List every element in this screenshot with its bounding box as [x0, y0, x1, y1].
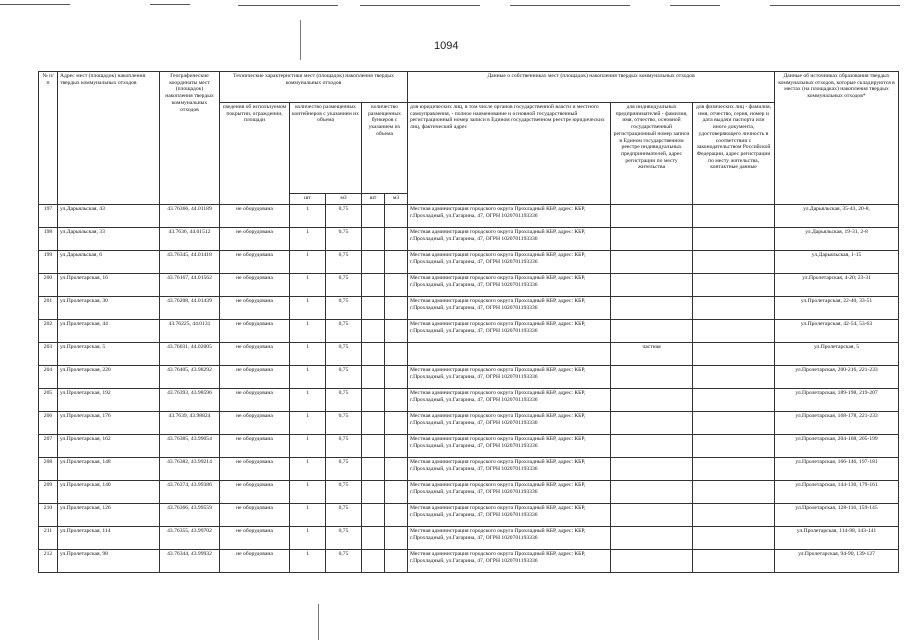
row-container-volume: 0,75 [326, 251, 362, 274]
registry-table [38, 71, 899, 573]
table-row [39, 366, 899, 389]
row-address: ул.Пролетарская, 140 [58, 481, 160, 504]
row-container-volume: 0,75 [326, 343, 362, 366]
row-owner-phys [693, 550, 775, 573]
row-container-volume: 0,75 [326, 504, 362, 527]
row-sources: ул.Дарьяльская, 1-15 [775, 251, 899, 274]
row-owner-ip [611, 550, 693, 573]
table-row [39, 343, 899, 366]
row-owner-phys [693, 412, 775, 435]
row-container-volume: 0,75 [326, 205, 362, 228]
row-container-volume: 0,75 [326, 458, 362, 481]
header-unit-pcs: шт [290, 194, 326, 205]
row-bunker-volume [385, 435, 408, 458]
row-address: ул.Пролетарская, 220 [58, 366, 160, 389]
row-owner-legal: Местная администрация городского округа Прохладный КБР, адрес: КБР, г.Прохладный, ул.Гагарина, 47, ОГРН 1020701193336 [408, 504, 611, 527]
row-container-volume: 0,75 [326, 435, 362, 458]
row-coords: 43.76382, 43.99214 [160, 458, 220, 481]
row-container-volume: 0,75 [326, 320, 362, 343]
scan-line [360, 5, 480, 6]
row-bunker-volume [385, 274, 408, 297]
row-address: ул.Пролетарская, 114 [58, 527, 160, 550]
table-row [39, 320, 899, 343]
row-address: ул.Пролетарская, 192 [58, 389, 160, 412]
row-bunker-qty [362, 389, 385, 412]
row-bunker-qty [362, 251, 385, 274]
row-owner-phys [693, 504, 775, 527]
row-owner-ip [611, 320, 693, 343]
row-surface: не оборудована [220, 320, 290, 343]
header-coords: Географические координаты мест (площадок) накопления твердых коммунальных отходов [160, 72, 220, 205]
row-surface: не оборудована [220, 504, 290, 527]
header-unit-m3: м3 [326, 194, 362, 205]
row-owner-legal: Местная администрация городского округа Прохладный КБР, адрес: КБР, г.Прохладный, ул.Гагарина, 47, ОГРН 1020701193336 [408, 297, 611, 320]
header-tech: Технические характеристики мест (площадок) накопления твердых коммунальных отходов [220, 72, 408, 103]
row-owner-ip [611, 274, 693, 297]
row-num: 206 [39, 412, 58, 435]
row-surface: не оборудована [220, 297, 290, 320]
table-row [39, 504, 899, 527]
row-bunker-qty [362, 458, 385, 481]
row-surface: не оборудована [220, 389, 290, 412]
row-owner-ip [611, 366, 693, 389]
row-owner-legal: Местная администрация городского округа Прохладный КБР, адрес: КБР, г.Прохладный, ул.Гагарина, 47, ОГРН 1020701193336 [408, 412, 611, 435]
row-num: 203 [39, 343, 58, 366]
row-sources: ул.Дарьяльская, 35-43, 20-8, [775, 205, 899, 228]
row-bunker-qty [362, 320, 385, 343]
row-owner-ip [611, 389, 693, 412]
row-coords: 43.76385, 43.99054 [160, 435, 220, 458]
row-surface: не оборудована [220, 205, 290, 228]
row-sources: ул.Дарьяльская, 19-31, 2-8 [775, 228, 899, 251]
row-bunker-qty [362, 481, 385, 504]
row-container-qty: 1 [290, 389, 326, 412]
table-row [39, 228, 899, 251]
header-unit-pcs: шт [362, 194, 385, 205]
header-ip: для индивидуальных предпринимателей - фамилия, имя, отчество, основной государственный регистрационный номер записи в Едином государственном реестре индивидуальных предпринимателей, адрес регистрации по месту жительства [611, 103, 693, 205]
header-sources: Данные об источниках образования твердых коммунальных отходов, которые складируются в местах (на площадках) накопления твердых коммунальных отходов* [775, 72, 899, 205]
row-sources: ул.Пролетарская, 200-216, 221-233 [775, 366, 899, 389]
scan-line [238, 5, 338, 6]
row-address: ул.Дарьяльская, 43 [58, 205, 160, 228]
row-bunker-volume [385, 251, 408, 274]
row-surface: не оборудована [220, 412, 290, 435]
header-containers: количество размещенных контейнеров с указанием их объема [290, 103, 362, 194]
row-owner-ip [611, 251, 693, 274]
row-owner-ip [611, 435, 693, 458]
row-owner-ip [611, 205, 693, 228]
header-num: № п/п [39, 72, 58, 205]
row-owner-legal: Местная администрация городского округа Прохладный КБР, адрес: КБР, г.Прохладный, ул.Гагарина, 47, ОГРН 1020701193336 [408, 205, 611, 228]
row-coords: 43.76208, 44.01439 [160, 297, 220, 320]
row-address: ул.Пролетарская, 30 [58, 297, 160, 320]
header-address: Адрес мест (площадок) накопления твердых коммунальных отходов [58, 72, 160, 205]
row-owner-phys [693, 205, 775, 228]
row-address: ул.Дарьяльская, 33 [58, 228, 160, 251]
row-address: ул.Пролетарская, 148 [58, 458, 160, 481]
row-sources: ул.Пролетарская, 128-116, 159-145 [775, 504, 899, 527]
scan-line [770, 5, 900, 6]
row-num: 211 [39, 527, 58, 550]
header-bunkers: количество размещенных бункеров с указанием их объема [362, 103, 408, 194]
row-owner-legal: Местная администрация городского округа Прохладный КБР, адрес: КБР, г.Прохладный, ул.Гагарина, 47, ОГРН 1020701193336 [408, 366, 611, 389]
row-coords: 43.76366, 44.01189 [160, 205, 220, 228]
row-address: ул.Пролетарская, 16 [58, 274, 160, 297]
table-row [39, 205, 899, 228]
row-owner-ip: частная [611, 343, 693, 366]
row-bunker-qty [362, 228, 385, 251]
row-num: 197 [39, 205, 58, 228]
row-bunker-qty [362, 527, 385, 550]
row-container-volume: 0,75 [326, 389, 362, 412]
row-owner-legal: Местная администрация городского округа Прохладный КБР, адрес: КБР, г.Прохладный, ул.Гагарина, 47, ОГРН 1020701193336 [408, 481, 611, 504]
row-owner-phys [693, 343, 775, 366]
row-address: ул.Пролетарская, 176 [58, 412, 160, 435]
row-container-volume: 0,75 [326, 366, 362, 389]
row-bunker-qty [362, 435, 385, 458]
row-coords: 43.76355, 43.99702 [160, 527, 220, 550]
row-num: 205 [39, 389, 58, 412]
row-owner-legal: Местная администрация городского округа Прохладный КБР, адрес: КБР, г.Прохладный, ул.Гагарина, 47, ОГРН 1020701193336 [408, 435, 611, 458]
scan-line [0, 4, 70, 5]
row-container-volume: 0,75 [326, 297, 362, 320]
row-coords: 43.76366, 43.99559 [160, 504, 220, 527]
row-surface: не оборудована [220, 527, 290, 550]
row-surface: не оборудована [220, 251, 290, 274]
table-row [39, 527, 899, 550]
row-container-qty: 1 [290, 458, 326, 481]
scan-line [670, 5, 720, 6]
scan-mark [300, 20, 301, 60]
row-owner-phys [693, 389, 775, 412]
row-container-qty: 1 [290, 205, 326, 228]
table-row [39, 389, 899, 412]
header-owners: Данные о собственниках мест (площадок) накопления твердых коммунальных отходов [408, 72, 775, 103]
row-bunker-volume [385, 527, 408, 550]
row-address: ул.Пролетарская, 162 [58, 435, 160, 458]
row-sources: ул.Пролетарская, 4-20; 23-31 [775, 274, 899, 297]
row-owner-legal: Местная администрация городского округа Прохладный КБР, адрес: КБР, г.Прохладный, ул.Гагарина, 47, ОГРН 1020701193336 [408, 550, 611, 573]
row-owner-legal: Местная администрация городского округа Прохладный КБР, адрес: КБР, г.Прохладный, ул.Гагарина, 47, ОГРН 1020701193336 [408, 458, 611, 481]
row-container-qty: 1 [290, 366, 326, 389]
row-owner-phys [693, 481, 775, 504]
row-owner-legal [408, 343, 611, 366]
row-bunker-qty [362, 366, 385, 389]
row-owner-phys [693, 251, 775, 274]
row-bunker-qty [362, 274, 385, 297]
row-surface: не оборудована [220, 435, 290, 458]
row-container-qty: 1 [290, 504, 326, 527]
row-bunker-volume [385, 366, 408, 389]
scan-line [510, 5, 630, 6]
table-row [39, 435, 899, 458]
row-container-qty: 1 [290, 297, 326, 320]
row-owner-ip [611, 481, 693, 504]
row-surface: не оборудована [220, 228, 290, 251]
scan-mark [318, 604, 319, 640]
row-container-qty: 1 [290, 412, 326, 435]
row-coords: 43.76344, 43.99932 [160, 550, 220, 573]
header-unit-m3: м3 [385, 194, 408, 205]
table-row [39, 412, 899, 435]
row-sources: ул.Пролетарская, 189-198, 219-207 [775, 389, 899, 412]
row-owner-phys [693, 228, 775, 251]
row-bunker-volume [385, 504, 408, 527]
row-bunker-volume [385, 412, 408, 435]
row-num: 210 [39, 504, 58, 527]
row-owner-ip [611, 458, 693, 481]
row-coords: 43.7639, 43.98824 [160, 412, 220, 435]
row-owner-phys [693, 320, 775, 343]
row-num: 209 [39, 481, 58, 504]
row-coords: 43.76225, 44.0131 [160, 320, 220, 343]
header-phys: для физических лиц - фамилия, имя, отчество, серия, номер и дата выдачи паспорта или иного документа, удостоверяющего личность в соответствии с законодательством Российской Федерации, адрес регистрации по месту жительства, контактные данные [693, 103, 775, 205]
row-owner-phys [693, 458, 775, 481]
row-bunker-qty [362, 412, 385, 435]
row-owner-legal: Местная администрация городского округа Прохладный КБР, адрес: КБР, г.Прохладный, ул.Гагарина, 47, ОГРН 1020701193336 [408, 228, 611, 251]
table-row [39, 550, 899, 573]
row-container-qty: 1 [290, 343, 326, 366]
table-row [39, 481, 899, 504]
scan-line [150, 4, 190, 5]
row-sources: ул.Пролетарская, 22-40, 33-51 [775, 297, 899, 320]
row-bunker-volume [385, 481, 408, 504]
row-address: ул.Пролетарская, 126 [58, 504, 160, 527]
row-coords: 43.76031, 44.02005 [160, 343, 220, 366]
row-owner-legal: Местная администрация городского округа Прохладный КБР, адрес: КБР, г.Прохладный, ул.Гагарина, 47, ОГРН 1020701193336 [408, 274, 611, 297]
row-surface: не оборудована [220, 481, 290, 504]
row-bunker-volume [385, 228, 408, 251]
row-owner-ip [611, 297, 693, 320]
row-bunker-volume [385, 389, 408, 412]
table-row [39, 458, 899, 481]
row-address: ул.Пролетарская, 44 [58, 320, 160, 343]
row-container-qty: 1 [290, 435, 326, 458]
row-bunker-volume [385, 343, 408, 366]
row-coords: 43.76167, 44.01562 [160, 274, 220, 297]
row-bunker-volume [385, 550, 408, 573]
row-bunker-qty [362, 297, 385, 320]
row-owner-ip [611, 412, 693, 435]
row-owner-legal: Местная администрация городского округа Прохладный КБР, адрес: КБР, г.Прохладный, ул.Гагарина, 47, ОГРН 1020701193336 [408, 527, 611, 550]
row-surface: не оборудована [220, 458, 290, 481]
row-owner-phys [693, 274, 775, 297]
row-bunker-qty [362, 205, 385, 228]
page-number: 1094 [434, 40, 459, 52]
row-sources: ул.Пролетарская, 168-178, 221-233 [775, 412, 899, 435]
row-bunker-volume [385, 458, 408, 481]
row-coords: 43.76345, 44.01418 [160, 251, 220, 274]
row-num: 208 [39, 458, 58, 481]
row-owner-legal: Местная администрация городского округа Прохладный КБР, адрес: КБР, г.Прохладный, ул.Гагарина, 47, ОГРН 1020701193336 [408, 251, 611, 274]
row-sources: ул.Пролетарская, 144-130, 179-161 [775, 481, 899, 504]
row-owner-legal: Местная администрация городского округа Прохладный КБР, адрес: КБР, г.Прохладный, ул.Гагарина, 47, ОГРН 1020701193336 [408, 320, 611, 343]
row-coords: 43.76393, 43.98596 [160, 389, 220, 412]
row-sources: ул.Пролетарская, 166-146, 197-181 [775, 458, 899, 481]
row-num: 198 [39, 228, 58, 251]
row-owner-phys [693, 527, 775, 550]
row-num: 199 [39, 251, 58, 274]
row-num: 207 [39, 435, 58, 458]
row-container-qty: 1 [290, 228, 326, 251]
row-container-qty: 1 [290, 527, 326, 550]
row-container-volume: 0,75 [326, 481, 362, 504]
row-address: ул.Пролетарская, 98 [58, 550, 160, 573]
row-surface: не оборудована [220, 274, 290, 297]
table-row [39, 274, 899, 297]
row-container-volume: 0,75 [326, 274, 362, 297]
row-container-qty: 1 [290, 550, 326, 573]
header-surface: сведения об используемом покрытии, ограждении, площади [220, 103, 290, 205]
row-sources: ул.Пролетарская, 114-98, 143-141 [775, 527, 899, 550]
header-legal: для юридических лиц, в том числе органов государственной власти и местного самоуправления, - полное наименование и основной государственный регистрационный номер записи в Едином государственном реестре юридических лиц, фактический адрес [408, 103, 611, 205]
row-surface: не оборудована [220, 366, 290, 389]
row-owner-phys [693, 435, 775, 458]
row-bunker-volume [385, 297, 408, 320]
row-sources: ул.Пролетарская, 204-168, 205-199 [775, 435, 899, 458]
row-container-volume: 0,75 [326, 228, 362, 251]
row-surface: не оборудована [220, 343, 290, 366]
row-coords: 43.76405, 43.98292 [160, 366, 220, 389]
row-bunker-qty [362, 504, 385, 527]
table-row [39, 251, 899, 274]
row-num: 201 [39, 297, 58, 320]
row-owner-ip [611, 228, 693, 251]
row-owner-ip [611, 504, 693, 527]
row-coords: 43.76374, 43.99386 [160, 481, 220, 504]
row-container-volume: 0,75 [326, 550, 362, 573]
table-body [39, 205, 899, 573]
row-sources: ул.Пролетарская, 5 [775, 343, 899, 366]
row-num: 212 [39, 550, 58, 573]
row-owner-phys [693, 297, 775, 320]
row-sources: ул.Пролетарская, 42-54, 53-63 [775, 320, 899, 343]
row-bunker-volume [385, 205, 408, 228]
table-row [39, 297, 899, 320]
row-surface: не оборудована [220, 550, 290, 573]
row-owner-ip [611, 527, 693, 550]
row-container-qty: 1 [290, 481, 326, 504]
row-container-qty: 1 [290, 251, 326, 274]
row-bunker-qty [362, 550, 385, 573]
row-num: 202 [39, 320, 58, 343]
row-bunker-qty [362, 343, 385, 366]
row-owner-phys [693, 366, 775, 389]
row-bunker-volume [385, 320, 408, 343]
row-coords: 43.7636, 44.01512 [160, 228, 220, 251]
row-address: ул.Пролетарская, 5 [58, 343, 160, 366]
row-container-qty: 1 [290, 274, 326, 297]
row-sources: ул.Пролетарская, 94-90, 139-127 [775, 550, 899, 573]
row-container-volume: 0,75 [326, 527, 362, 550]
row-container-qty: 1 [290, 320, 326, 343]
row-owner-legal: Местная администрация городского округа Прохладный КБР, адрес: КБР, г.Прохладный, ул.Гагарина, 47, ОГРН 1020701193336 [408, 389, 611, 412]
row-num: 200 [39, 274, 58, 297]
row-address: ул.Дарьяльская, 6 [58, 251, 160, 274]
row-container-volume: 0,75 [326, 412, 362, 435]
row-num: 204 [39, 366, 58, 389]
